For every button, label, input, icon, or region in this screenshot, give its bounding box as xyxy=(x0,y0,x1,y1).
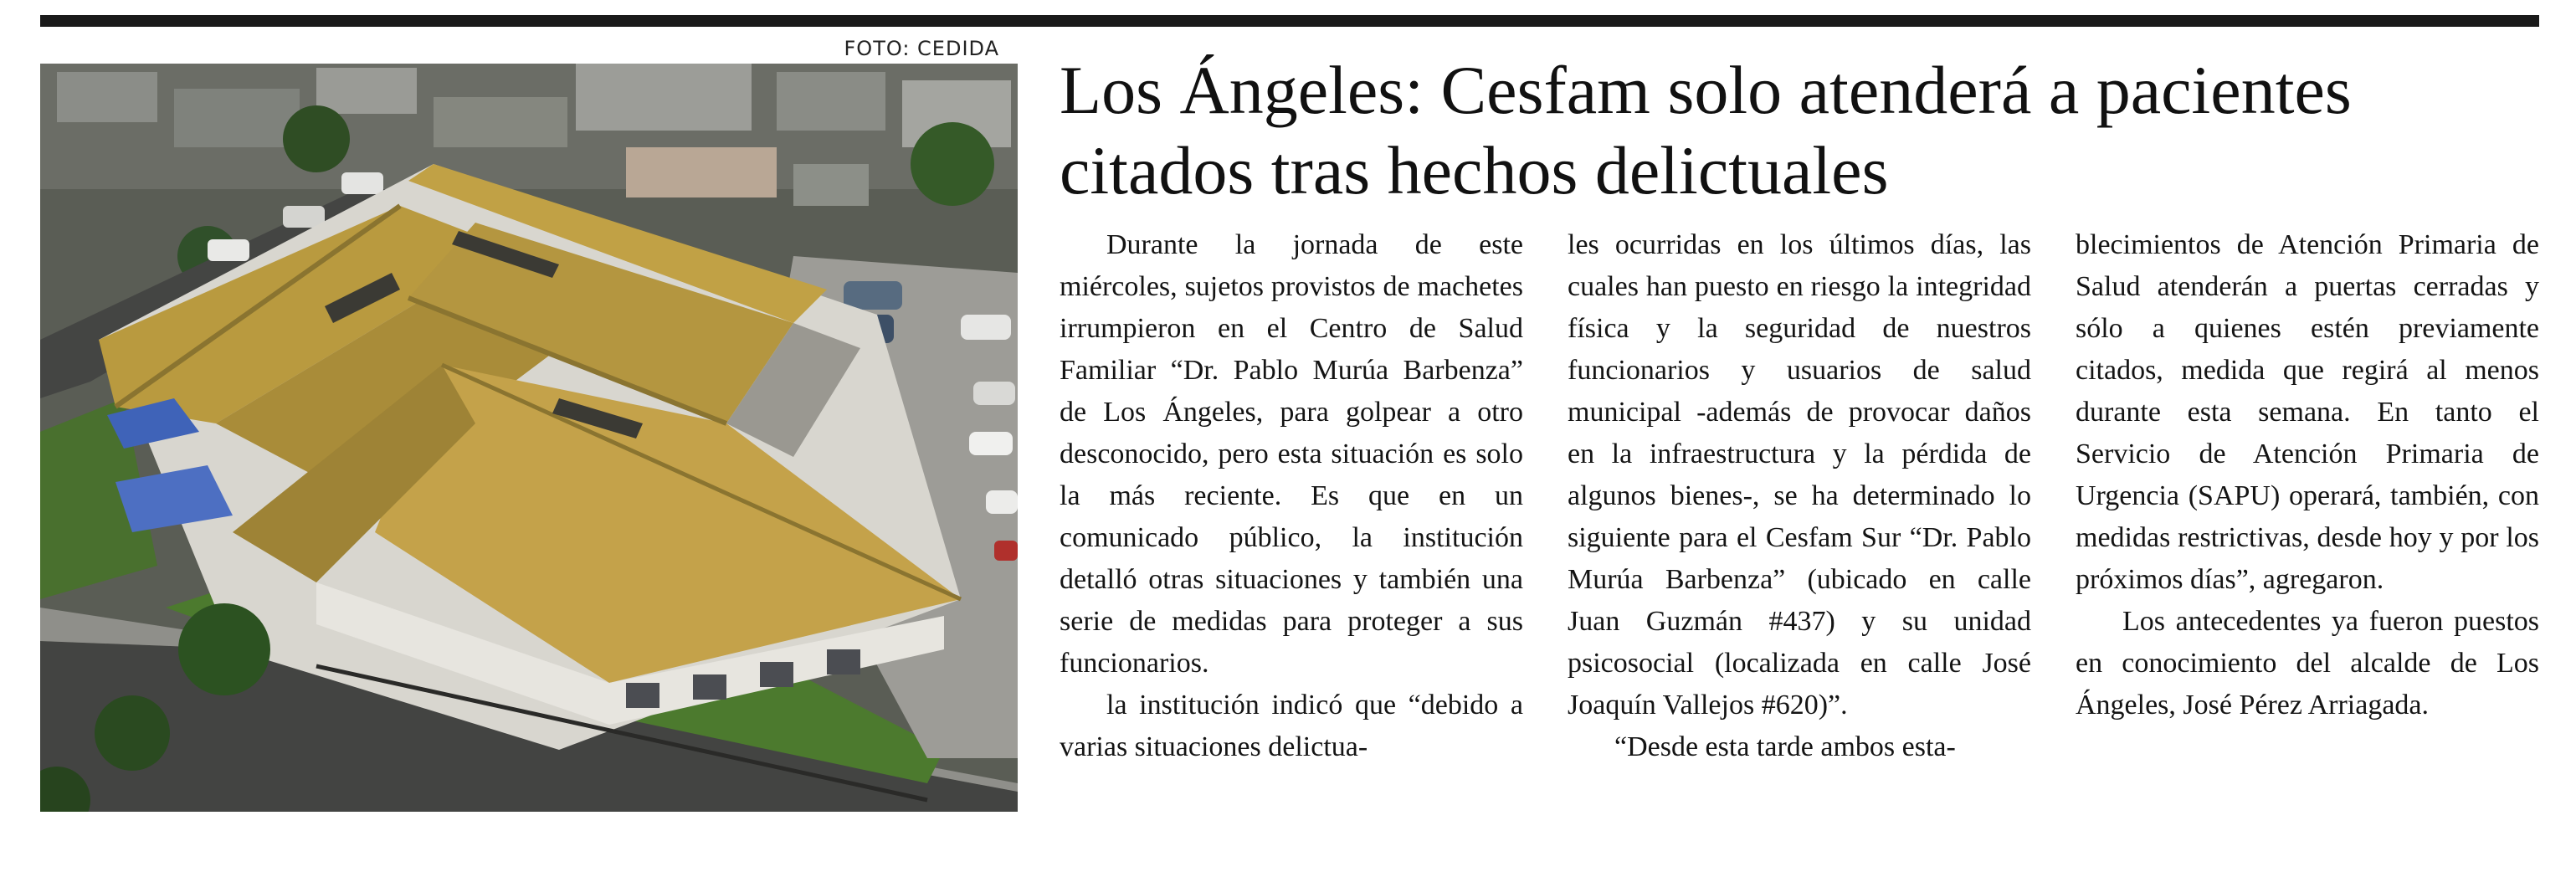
article-paragraph: Los antecedentes ya fueron puestos en conocimiento del alcalde de Los Ángeles, José Pérez Arriagada. xyxy=(2076,606,2539,721)
aerial-photo-illustration xyxy=(40,64,1018,812)
article-paragraph-continued: les ocurridas en los últimos días, las cuales han puesto en riesgo la integridad física y la seguridad de nuestros funcionarios y usuarios de salud municipal -además de provocar daños en la infraestructura y la pérdida de algunos bienes-, se ha determinado lo siguiente para el Cesfam Sur “Dr. Pablo Murúa Barbenza” (ubicado en calle Juan Guzmán #437) y su unidad psicosocial (localizada en calle José Joaquín Vallejos #620)”. xyxy=(1568,229,2031,721)
photo-credit: FOTO: CEDIDA xyxy=(844,37,999,60)
article-paragraph: la institución indicó que “debido a varias situaciones delictua- xyxy=(1060,690,1523,762)
headline: Los Ángeles: Cesfam solo atenderá a pacientes citados tras hechos delictuales xyxy=(1060,52,2352,208)
article-paragraph: Durante la jornada de este miércoles, sujetos provistos de machetes irrumpieron en el Centro de Salud Familiar “Dr. Pablo Murúa Barbenza” de Los Ángeles, para golpear a otro desconocido, pero esta situación es solo la más reciente. Es que en un comunicado público, la institución detalló otras situaciones y también una serie de medidas para proteger a sus funcionarios. xyxy=(1060,229,1523,679)
cesfam-aerial-photo xyxy=(40,64,1018,812)
article-column-2 xyxy=(1568,224,2031,768)
article-column-3 xyxy=(2076,224,2539,726)
article-column-1 xyxy=(1060,224,1523,768)
top-rule xyxy=(40,15,2539,27)
article-paragraph-continued: blecimientos de Atención Primaria de Salud atenderán a puertas cerradas y sólo a quienes estén previamente citados, medida que regirá al menos durante esta semana. En tanto el Servicio de Atención Primaria de Urgencia (SAPU) operará, también, con medidas restrictivas, desde hoy y por los próximos días”, agregaron. xyxy=(2076,229,2539,595)
article-paragraph: “Desde esta tarde ambos esta- xyxy=(1614,731,1956,762)
